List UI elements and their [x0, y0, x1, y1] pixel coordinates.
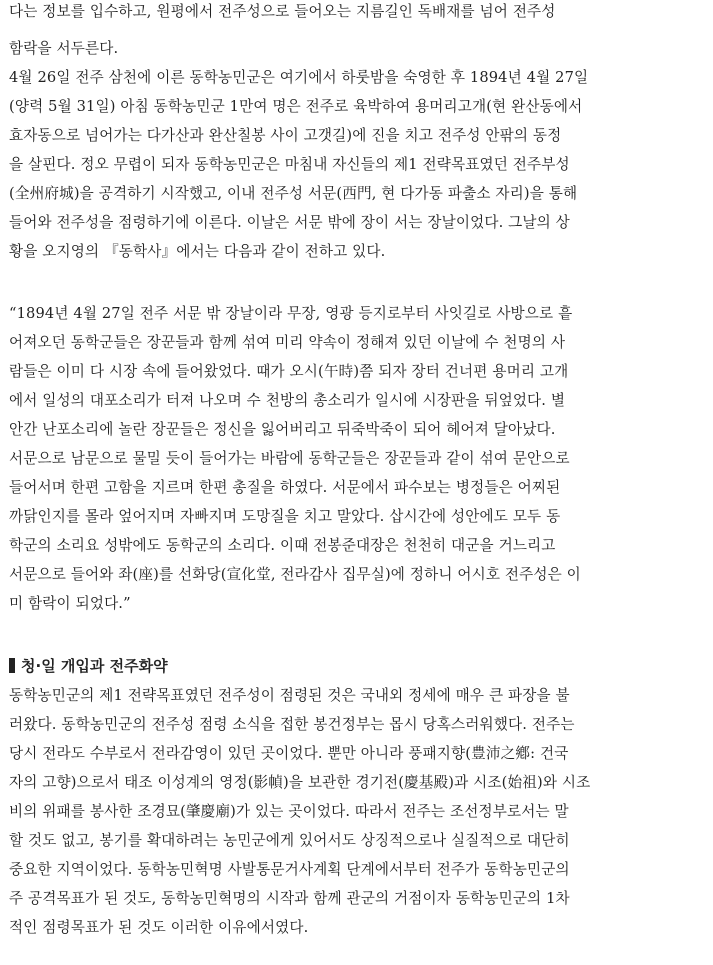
- paragraph-2-line-3: 효자동으로 넘어가는 다가산과 완산칠봉 사이 고갯길)에 진을 치고 전주성 안팎의 동정: [9, 127, 562, 144]
- quote-line-10: 서문으로 들어와 좌(座)를 선화당(宣化堂, 전라감사 집무실)에 정하니 어시호 전주성은 이: [9, 566, 581, 583]
- paragraph-3-line-8: 주 공격목표가 된 것도, 동학농민혁명의 시작과 함께 관군의 거점이자 동학농민군의 1차: [9, 890, 570, 907]
- quote-line-2: 어져오던 동학군들은 장꾼들과 함께 섞여 미리 약속이 정해져 있던 이날에 수 천명의 사: [9, 334, 566, 351]
- quote-line-6: 서문으로 남문으로 물밀 듯이 들어가는 바람에 동학군들은 장꾼들과 같이 섞여 문안으로: [9, 450, 570, 467]
- quote-line-4: 에서 일성의 대포소리가 터져 나오며 수 천방의 총소리가 일시에 시장판을 뒤엎었다. 별: [9, 392, 566, 409]
- paragraph-1-line-2: 함락을 서두른다.: [9, 40, 119, 57]
- paragraph-2-line-4: 을 살핀다. 정오 무렵이 되자 동학농민군은 마침내 자신들의 제1 전략목표였던 전주부성: [9, 156, 570, 173]
- paragraph-3-line-2: 러왔다. 동학농민군의 전주성 점령 소식을 접한 봉건정부는 몹시 당혹스러워했다. 전주는: [9, 716, 575, 733]
- quote-line-9: 학군의 소리요 성밖에도 동학군의 소리다. 이때 전봉준대장은 천천히 대군을 거느리고: [9, 537, 556, 554]
- paragraph-2-line-6: 들어와 전주성을 점령하기에 이른다. 이날은 서문 밖에 장이 서는 장날이었다. 그날의 상: [9, 214, 570, 231]
- heading-marker-icon: [9, 658, 15, 673]
- paragraph-3-line-9: 적인 점령목표가 된 것도 이러한 이유에서였다.: [9, 919, 309, 936]
- paragraph-3-line-3: 당시 전라도 수부로서 전라감영이 있던 곳이었다. 뿐만 아니라 풍패지향(豊沛之鄕: 건국: [9, 745, 569, 762]
- paragraph-2-line-1: 4월 26일 전주 삼천에 이른 동학농민군은 여기에서 하룻밤을 숙영한 후 1894년 4월 27일: [9, 69, 589, 86]
- paragraph-3-line-5: 비의 위패를 봉사한 조경묘(肇慶廟)가 있는 곳이었다. 따라서 전주는 조선정부로서는 말: [9, 803, 569, 820]
- section-heading-text: 청·일 개입과 전주화약: [21, 657, 168, 675]
- paragraph-3-line-4: 자의 고향)으로서 태조 이성계의 영정(影幀)을 보관한 경기전(慶基殿)과 시조(始祖)와 시조: [9, 774, 591, 791]
- quote-line-8: 까닭인지를 몰라 엎어지며 자빠지며 도망질을 치고 말았다. 삽시간에 성안에도 모두 동: [9, 508, 561, 525]
- paragraph-3-line-6: 할 것도 없고, 봉기를 확대하려는 농민군에게 있어서도 상징적으로나 실질적으로 대단히: [9, 832, 570, 849]
- paragraph-3-line-7: 중요한 지역이었다. 동학농민혁명 사발통문거사계획 단계에서부터 전주가 동학농민군의: [9, 861, 570, 878]
- quote-line-11: 미 함락이 되었다.”: [9, 595, 131, 612]
- quote-line-3: 람들은 이미 다 시장 속에 들어왔었다. 때가 오시(午時)쯤 되자 장터 건너편 용머리 고개: [9, 363, 569, 380]
- quote-line-7: 들어서며 한편 고함을 지르며 한편 총질을 하였다. 서문에서 파수보는 병정들은 어찌된: [9, 479, 561, 496]
- paragraph-3-line-1: 동학농민군의 제1 전략목표였던 전주성이 점령된 것은 국내외 정세에 매우 큰 파장을 불: [9, 687, 570, 704]
- quote-line-1: “1894년 4월 27일 전주 서문 밖 장날이라 무장, 영광 등지로부터 사잇길로 사방으로 흩: [9, 305, 573, 322]
- section-heading: [9, 655, 704, 677]
- paragraph-1-line-1: 다는 정보를 입수하고, 원평에서 전주성으로 들어오는 지름길인 독배재를 넘어 전주성: [9, 3, 556, 20]
- paragraph-2-line-7: 황을 오지영의 『동학사』에서는 다음과 같이 전하고 있다.: [9, 243, 386, 260]
- paragraph-2-line-2: (양력 5월 31일) 아침 동학농민군 1만여 명은 전주로 육박하여 용머리고개(현 완산동에서: [9, 98, 583, 115]
- paragraph-2-line-5: (全州府城)을 공격하기 시작했고, 이내 전주성 서문(西門, 현 다가동 파출소 자리)을 통해: [9, 185, 578, 202]
- quote-line-5: 안간 난포소리에 놀란 장꾼들은 정신을 잃어버리고 뒤죽박죽이 되어 헤어져 달아났다.: [9, 421, 556, 438]
